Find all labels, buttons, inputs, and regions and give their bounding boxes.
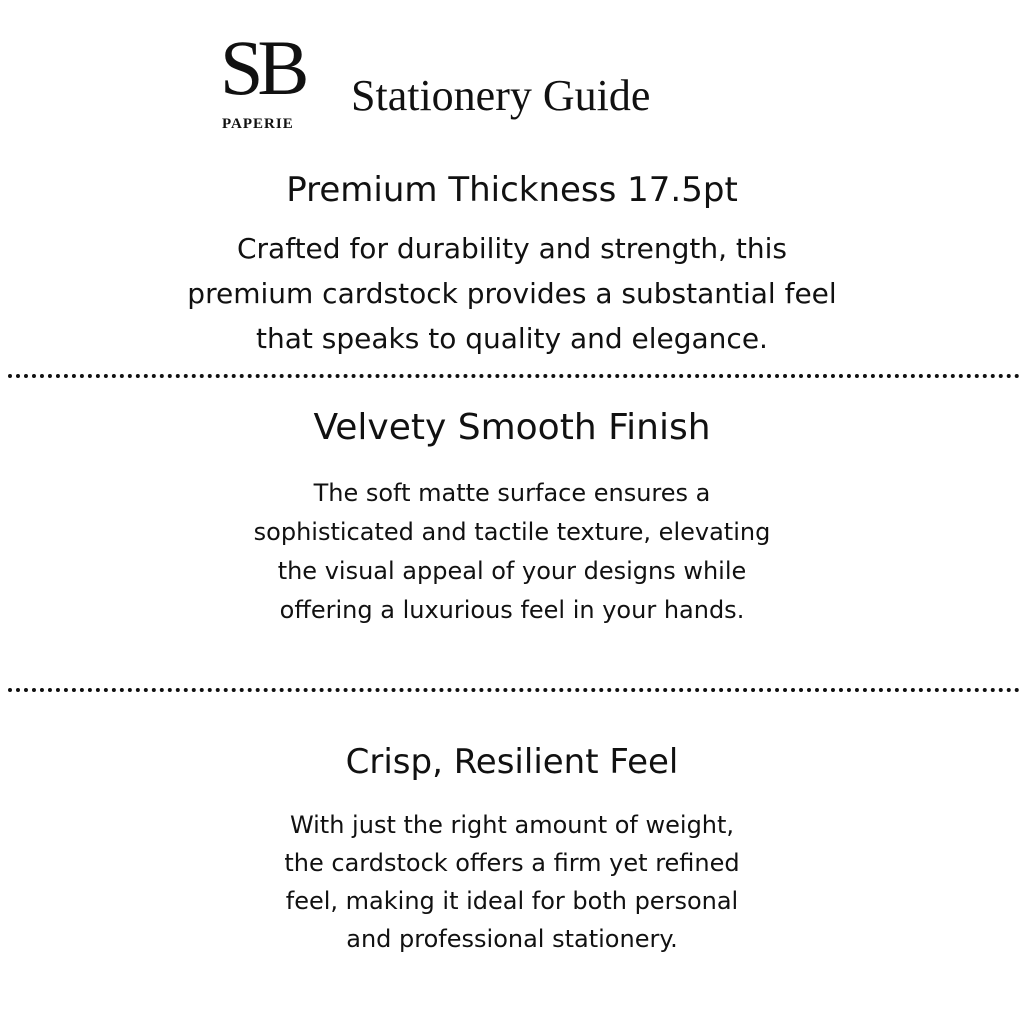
dotted-divider: [8, 374, 1020, 378]
section-body: Crafted for durability and strength, this premium cardstock provides a substantial feel that speaks to quality and elegance.: [187, 232, 837, 355]
brand-logo: [218, 24, 313, 138]
section-title: Crisp, Resilient Feel: [345, 742, 679, 782]
logo-subtitle: PAPERIE: [222, 116, 294, 132]
section-crisp-feel: [0, 738, 1024, 958]
dotted-divider: [8, 688, 1020, 692]
section-title: Premium Thickness 17.5pt: [286, 170, 738, 210]
section-velvety-finish: [0, 404, 1024, 630]
section-body: With just the right amount of weight, the cardstock offers a firm yet refined feel, making it ideal for both personal and professional stationery.: [284, 811, 740, 953]
section-premium-thickness: [0, 168, 1024, 361]
section-body: The soft matte surface ensures a sophisticated and tactile texture, elevating the visual appeal of your designs while offering a luxurious feel in your hands.: [253, 479, 771, 624]
section-title: Velvety Smooth Finish: [313, 407, 711, 448]
header: [218, 24, 738, 140]
logo-monogram: SB: [220, 24, 304, 111]
page-title: Stationery Guide: [351, 71, 651, 120]
